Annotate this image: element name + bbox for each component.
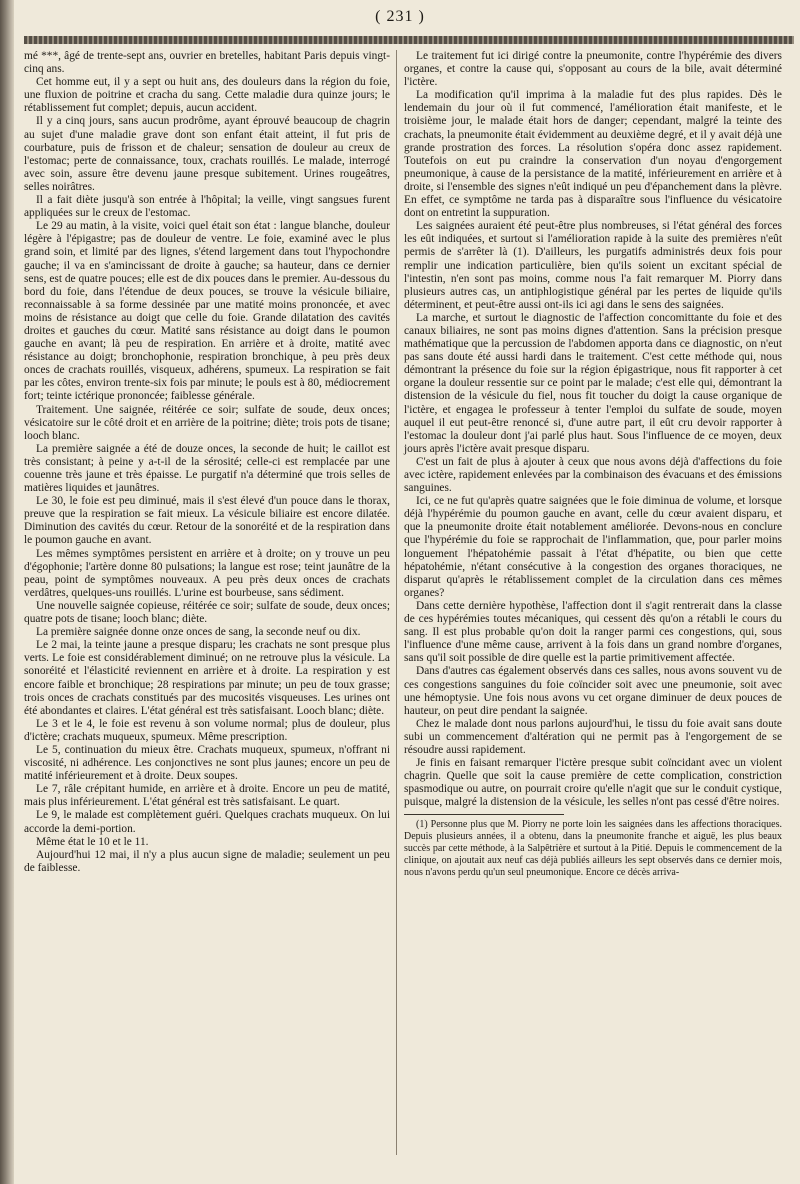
footnote-rule bbox=[404, 814, 564, 815]
paragraph: Le 29 au matin, à la visite, voici quel était son état : langue blanche, douleur légère à l'épigastre; pas de douleur de ventre. Le foie, examiné avec le plus grand soin, et limité par des lignes, s'étend largement dans tout l'hypochondre gauche; il va en s'amincissant de droite à gauche; sa hauteur, dans ce dernier sens, est de quatre pouces; elle est de dix pouces dans le premier. Au-dessous du bord du foie, dans l'étendue de deux pouces, se trouve la vésicule biliaire, reconnaissable à sa forme dessinée par une matité moins prononcée, et avec moins de résistance au doigt que celle du foie. Grande dilatation des cavités droites et gauches du cœur. Matité sans résistance au doigt dans le poumon gauche en avant; là peu de respiration. En arrière et à droite, matité avec résistance au doigt; bronchophonie, respiration bronchique, à peu près deux onces de crachats rouillés, visqueux, adhérens, spumeux. La respiration se fait par les côtes, environ trente-six fois par minute; le pouls est à 80, médiocrement fort; teinte ictérique prononcée; faiblesse générale. bbox=[24, 220, 390, 403]
paragraph: Dans cette dernière hypothèse, l'affection dont il s'agit rentrerait dans la classe de ces hypérémies toutes mécaniques, qui cessent dès qu'on a rétabli le cours du sang. Il est plus probable qu'on doit la ranger parmi ces congestions, qui, sous l'influence d'une même cause, arrivent à la fois dans un grand nombre d'organes, sans qu'il soit possible de dire quelle est la partie primitivement affectée. bbox=[404, 599, 782, 665]
binding-gutter bbox=[0, 0, 14, 1184]
footnote-text: (1) Personne plus que M. Piorry ne porte loin les saignées dans les affections thoraciques. Depuis plusieurs années, il a obtenu, dans la pneumonite franche et aiguë, les plus beaux succès par cette méthode, à la Salpêtrière et surtout à la Pitié. Depuis le commencement de la clinique, on ajoutait aux neuf cas déjà publiés ailleurs les sept observés dans ce dernier mois, nous n'avons perdu qu'un seul pneumonique. Encore ce décès arriva- bbox=[404, 819, 782, 879]
column-divider bbox=[396, 50, 397, 1155]
paragraph: Dans d'autres cas également observés dans ces salles, nous avons souvent vu de ces congestions sanguines du foie coïncider soit avec une pneumonie, soit avec une hémoptysie. Une fois nous avons vu cet organe diminuer de deux pouces de hauteur, on peut dire pendant la saignée. bbox=[404, 665, 782, 717]
header-rule bbox=[24, 36, 794, 44]
paragraph: Je finis en faisant remarquer l'ictère presque subit coïncidant avec un violent chagrin. Quelle que soit la cause première de cette complication, constriction spasmodique ou autre, on pourrait croire qu'elle n'agit que sur le conduit cystique, puisque, malgré la distension de la vésicule, les selles n'ont pas cessé d'être noires. bbox=[404, 757, 782, 809]
paragraph: Le 9, le malade est complètement guéri. Quelques crachats muqueux. On lui accorde la demi-portion. bbox=[24, 809, 390, 835]
paragraph: Le traitement fut ici dirigé contre la pneumonite, contre l'hypérémie des divers organes, et contre la cause qui, s'opposant au cours de la bile, avait déterminé l'ictère. bbox=[404, 50, 782, 89]
paragraph: La marche, et surtout le diagnostic de l'affection concomittante du foie et des canaux biliaires, ne sont pas moins dignes d'attention. Sans la précision presque mathématique que la percussion de l'abdomen apporta dans ce diagnostic, on n'eut pas sans doute été aussi hardi dans le traitement. C'est cette méthode qui, nous démontrant la présence du foie sur la région épigastrique, nous fit rapporter à cet organe la douleur ressentie sur ce point par le malade; c'est elle qui, démontrant la distension de la vésicule du fiel, nous fit toucher du doigt la cause organique de l'ictère, et engagea le professeur à tenter l'emploi du sulfate de soude, moyen auquel il eut peut-être renoncé si, d'une autre part, il eût cru devoir rapporter à l'estomac la douleur dont j'ai parlé plus haut. Sous l'influence de ce moyen, deux jours après l'ictère avait presque disparu. bbox=[404, 311, 782, 455]
paragraph: Chez le malade dont nous parlons aujourd'hui, le tissu du foie avait sans doute subi un commencement d'altération qui ne permit pas à l'engorgement de se résoudre aussi rapidement. bbox=[404, 717, 782, 756]
paragraph: Les mêmes symptômes persistent en arrière et à droite; on y trouve un peu d'égophonie; l'artère donne 80 pulsations; la langue est rose; teint jaunâtre de la peau, point de symptômes nouveaux. A peu près deux onces de crachats verdâtres, quelques-uns rouillés. L'urine est bourbeuse, sans sédiment. bbox=[24, 547, 390, 599]
paragraph: Le 3 et le 4, le foie est revenu à son volume normal; plus de douleur, plus d'ictère; crachats muqueux, spumeux. Même prescription. bbox=[24, 717, 390, 743]
paragraph: La première saignée a été de douze onces, la seconde de huit; le caillot est très consistant; à peine y a-t-il de la sérosité; celle-ci est remplacée par une couenne très jaune et très épaisse. Le purgatif n'a déterminé que trois selles de matières liquides et jaunâtres. bbox=[24, 442, 390, 495]
paragraph: C'est un fait de plus à ajouter à ceux que nous avons déjà d'affections du foie avec ictère, rapidement enlevées par la combinaison des évacuans et des émissions sanguines. bbox=[404, 455, 782, 495]
paragraph: Ici, ce ne fut qu'après quatre saignées que le foie diminua de volume, et lorsque déjà l'hypérémie du poumon gauche en avant, celle du cœur avaient disparu, et que la pneumonite droite était notablement améliorée. Devons-nous en conclure que l'hypérémie du foie se rapprochait de l'inflammation, que, pour parler moins longuement l'hépatohémie passait à l'état d'hépatite, ou bien que cette hépatohémie, n'étant consécutive à la congestion des organes thoraciques, ne disparut qu'après le rétablissement complet de la circulation dans ces mêmes organes? bbox=[404, 495, 782, 599]
paragraph: Il a fait diète jusqu'à son entrée à l'hôpital; la veille, vingt sangsues furent appliquées sur le creux de l'estomac. bbox=[24, 194, 390, 220]
left-column bbox=[24, 50, 390, 875]
paragraph: mé ***, âgé de trente-sept ans, ouvrier en bretelles, habitant Paris depuis vingt-cinq ans. bbox=[24, 50, 390, 76]
paragraph: La première saignée donne onze onces de sang, la seconde neuf ou dix. bbox=[36, 626, 361, 639]
paragraph: Même état le 10 et le 11. bbox=[36, 835, 149, 848]
paragraph: Il y a cinq jours, sans aucun prodrôme, ayant éprouvé beaucoup de chagrin au sujet d'une maladie grave dont son enfant était atteint, il fut pris de courbature, puis de frisson et de chaleur; sensation de douleur au creux de l'estomac; perte de connaissance, toux, crachats rouillés. Le malade, interrogé avec soin, assure être devenu jaune presque subitement. Urines rougeâtres, selles noirâtres. bbox=[24, 115, 390, 193]
paragraph: Le 7, râle crépitant humide, en arrière et à droite. Encore un peu de matité, mais plus inférieurement. L'état général est très satisfaisant. Le quart. bbox=[24, 783, 390, 809]
paragraph: Le 30, le foie est peu diminué, mais il s'est élevé d'un pouce dans le thorax, preuve que la respiration se fait mieux. La vésicule biliaire est encore dilatée. Diminution des cavités du cœur. Retour de la sonoréité et de la respiration dans le poumon gauche en avant. bbox=[24, 495, 390, 547]
page-number: ( 231 ) bbox=[375, 8, 425, 25]
paragraph: La modification qu'il imprima à la maladie fut des plus rapides. Dès le lendemain du jour où il fut commencé, l'amélioration était manifeste, et le troisième jour, le malade était hors de danger; cependant, malgré la teinte des crachats, la pneumonite était évidemment au deuxième degré, et il y avait déjà une grande prostration des forces. La résolution s'opéra donc assez rapidement. Toutefois on eut pu craindre la conservation d'un noyau d'engorgement pneumonique, à cause de la persistance de la matité, inférieurement en arrière et à droite, si l'ensemble des signes n'eût indiqué un peu d'épanchement dans la plèvre. En effet, ce symptôme ne tarda pas à disparaître sous l'influence du vésicatoire dont on entretint la suppuration. bbox=[404, 89, 782, 220]
paragraph: Traitement. Une saignée, réitérée ce soir; sulfate de soude, deux onces; vésicatoire sur le côté droit et en arrière de la poitrine; diète; trois pots de tisane; looch blanc. bbox=[24, 403, 390, 442]
paragraph: Le 2 mai, la teinte jaune a presque disparu; les crachats ne sont presque plus verts. Le foie est considérablement diminué; on ne retrouve plus la vésicule. La sonoréité et l'élasticité reviennent en arrière et à droite. La respiration y est encore faible et bronchique; 28 respirations par minute; un peu de toux grasse; trois onces de crachats constitués par des mucosités visqueuses. Les urines ont été abondantes et claires. L'état général est très satisfaisant. Looch blanc; diète. bbox=[24, 639, 390, 717]
paragraph: Cet homme eut, il y a sept ou huit ans, des douleurs dans la région du foie, une fluxion de poitrine et cracha du sang. Cette maladie dura quinze jours; le rétablissement fut complet; depuis, aucun accident. bbox=[24, 76, 390, 115]
right-column bbox=[404, 50, 782, 879]
paragraph: Aujourd'hui 12 mai, il n'y a plus aucun signe de maladie; seulement un peu de faiblesse. bbox=[24, 848, 390, 874]
paragraph: Le 5, continuation du mieux être. Crachats muqueux, spumeux, n'offrant ni viscosité, ni adhérence. Les conjonctives ne sont plus jaunes; encore un peu de matité inférieurement et à droite. Deux soupes. bbox=[24, 743, 390, 783]
footnote bbox=[404, 819, 782, 879]
paragraph: Les saignées auraient été peut-être plus nombreuses, si l'état général des forces les eût indiquées, et surtout si l'amélioration rapide à la suite des premières n'eût permis de s'arrêter là (1). D'ailleurs, les purgatifs administrés deux fois pour remplir une indication particulière, bien qu'ils soient un excitant spécial de l'intestin, n'en sont pas moins, comme nous l'a fait remarquer M. Piorry dans plusieurs autres cas, un antiphlogistique général par les pertes de liquide qu'ils déterminent, et peut-être aussi ont-ils ici agi dans le sens des saignées. bbox=[404, 220, 782, 311]
paragraph: Une nouvelle saignée copieuse, réitérée ce soir; sulfate de soude, deux onces; quatre pots de tisane; looch blanc; diète. bbox=[24, 599, 390, 626]
